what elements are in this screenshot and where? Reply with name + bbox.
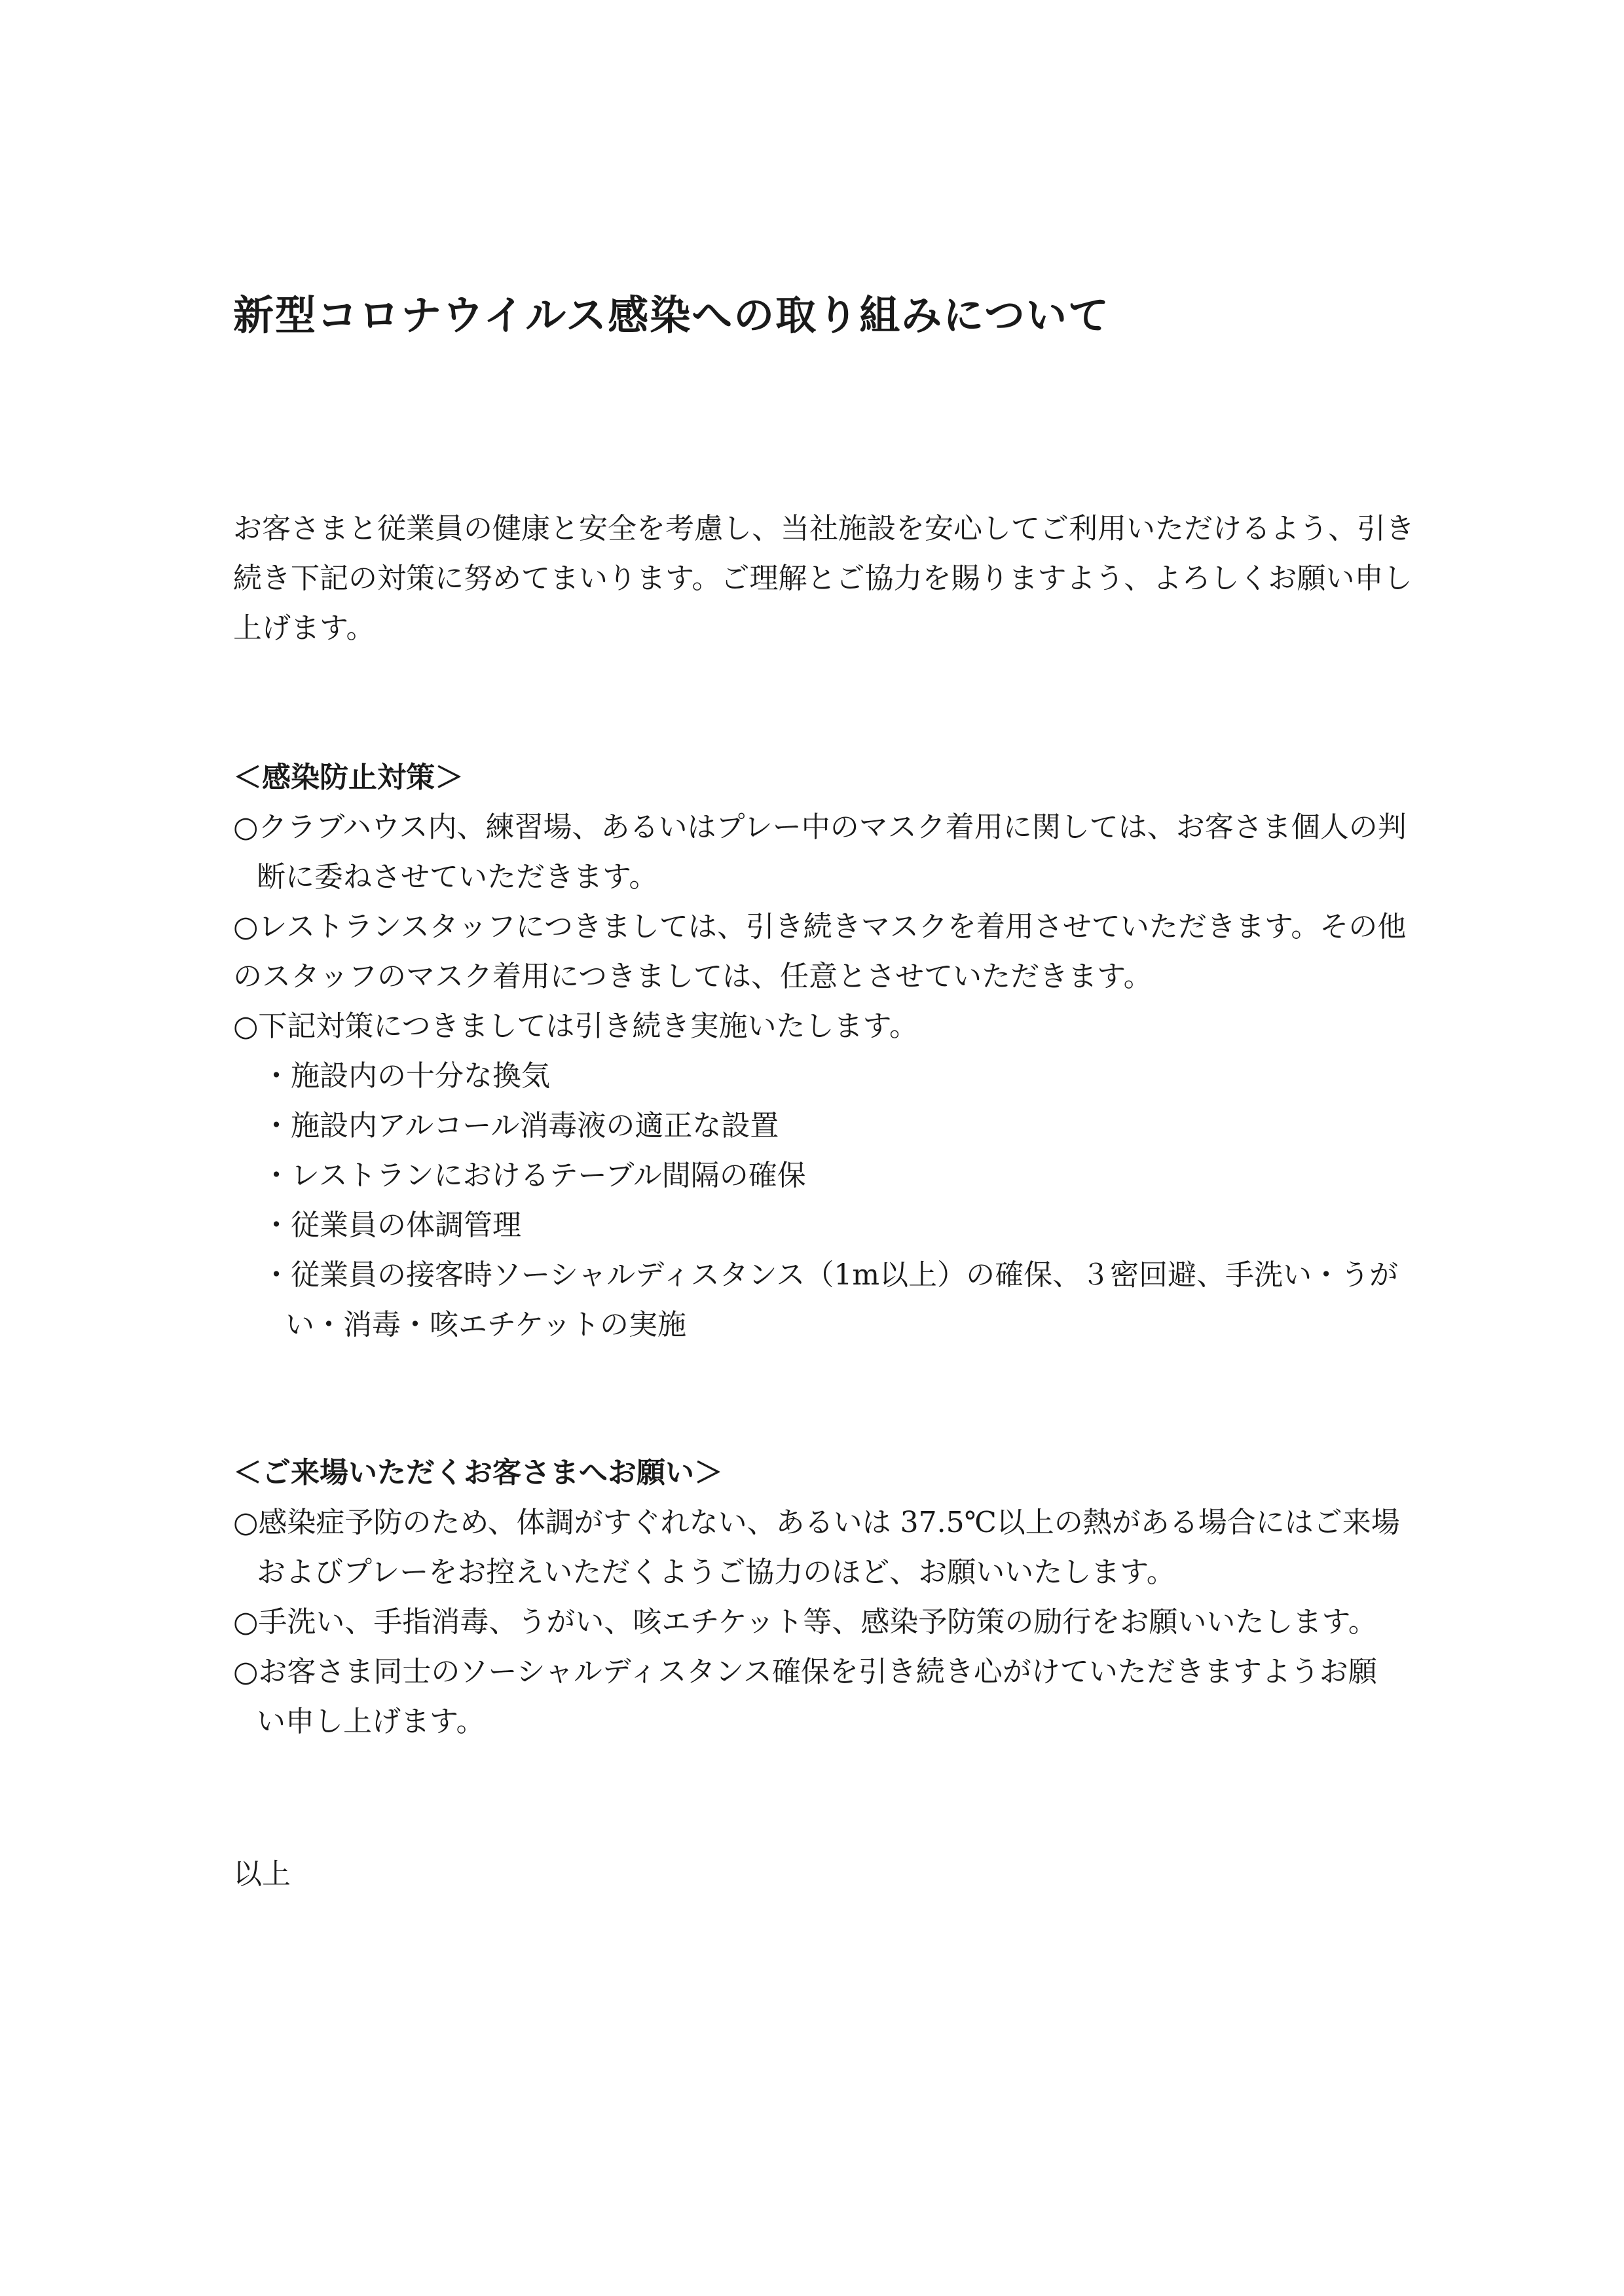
section-heading: ＜ご来場いただくお客さまへお願い＞ <box>233 1456 723 1489</box>
bullet-item <box>233 1101 1418 1151</box>
item-line: ○感染症予防のため、体調がすぐれない、あるいは 37.5℃以上の熱がある場合にはご来場 <box>233 1506 1400 1539</box>
visitor-request-section <box>233 1448 1418 1747</box>
item-line: ○下記対策につきましては引き続き実施いたします。 <box>233 1010 918 1043</box>
item-line: ○手洗い、手指消毒、うがい、咳エチケット等、感染予防策の励行をお願いいたします。 <box>233 1605 1377 1639</box>
section-heading: ＜感染防止対策＞ <box>233 761 464 794</box>
bullet-item <box>233 1151 1418 1201</box>
item-line: ○レストランスタッフにつきましては、引き続きマスクを着用させていただきます。その他 <box>233 910 1407 943</box>
intro-line: 上げます。 <box>233 611 375 645</box>
list-item <box>233 1597 1418 1647</box>
closing-text: 以上 <box>233 1857 291 1891</box>
bullet-line: ・従業員の接客時ソーシャルディスタンス（1m以上）の確保、３密回避、手洗い・うが <box>262 1258 1399 1292</box>
bullet-item <box>233 1201 1418 1250</box>
list-item <box>233 1498 1418 1597</box>
list-item <box>233 902 1418 1002</box>
intro-line: お客さまと従業員の健康と安全を考慮し、当社施設を安心してご利用いただけるよう、引き <box>233 512 1414 545</box>
item-line: ○お客さま同士のソーシャルディスタンス確保を引き続き心がけていただきますようお願 <box>233 1655 1377 1688</box>
bullet-line: ・従業員の体調管理 <box>262 1209 521 1242</box>
bullet-line-continuation: い・消毒・咳エチケットの実施 <box>286 1308 687 1341</box>
item-line: ○クラブハウス内、練習場、あるいはプレー中のマスク着用に関しては、お客さま個人の判 <box>233 811 1407 844</box>
intro-paragraph <box>233 504 1412 653</box>
item-line-continuation: およびプレーをお控えいただくようご協力のほど、お願いいたします。 <box>257 1556 1175 1589</box>
intro-line: 続き下記の対策に努めてまいります。ご理解とご協力を賜りますよう、よろしくお願い申し <box>233 562 1412 595</box>
measures-bullet-list <box>233 1051 1418 1350</box>
bullet-line: ・レストランにおけるテーブル間隔の確保 <box>262 1159 806 1192</box>
list-item <box>233 803 1418 902</box>
bullet-item <box>233 1250 1418 1350</box>
item-line-continuation: 断に委ねさせていただきます。 <box>257 860 658 894</box>
list-item <box>233 1002 1418 1051</box>
bullet-line: ・施設内の十分な換気 <box>262 1059 550 1093</box>
document-title: 新型コロナウイルス感染への取り組みについて <box>233 291 1111 339</box>
infection-prevention-section <box>233 753 1418 1350</box>
item-line-continuation: い申し上げます。 <box>257 1705 485 1738</box>
list-item <box>233 1647 1418 1747</box>
item-line-continuation: のスタッフのマスク着用につきましては、任意とさせていただきます。 <box>233 960 1153 993</box>
bullet-line: ・施設内アルコール消毒液の適正な設置 <box>262 1109 779 1142</box>
bullet-item <box>233 1051 1418 1101</box>
